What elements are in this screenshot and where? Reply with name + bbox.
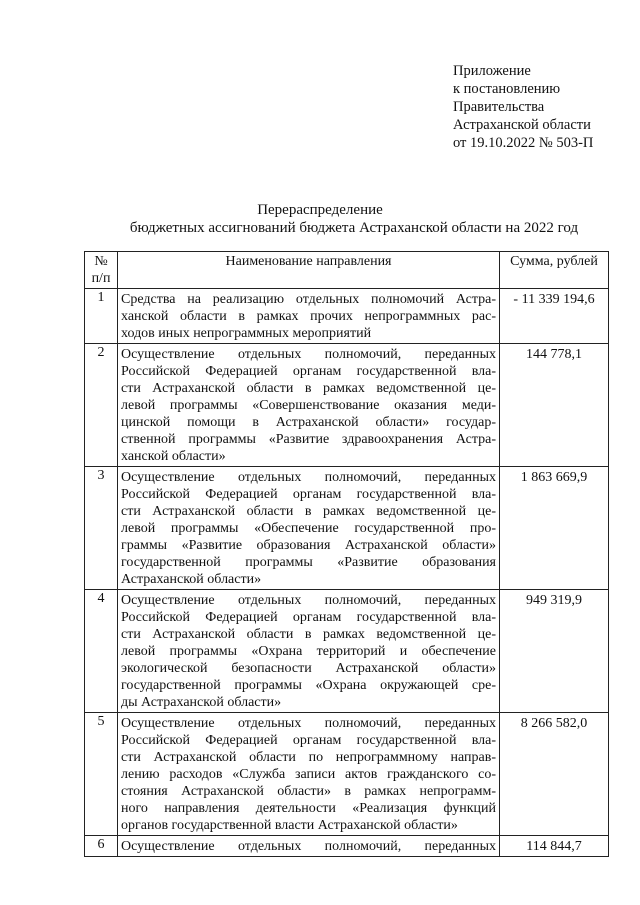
reallocation-table xyxy=(84,251,609,857)
direction-name-line: сти Астраханской области в рамках ведомственной це- xyxy=(121,627,496,642)
header-name: Наименование направления xyxy=(118,252,500,289)
direction-name-line: Средства на реализацию отдельных полномочий Астра- xyxy=(121,292,496,307)
direction-name-line: ходов иных непрограммных мероприятий xyxy=(121,326,372,341)
direction-name-line: лению расходов «Служба записи актов гражданского со- xyxy=(121,767,496,782)
direction-name-line: ханской области в рамках прочих непрограммных рас- xyxy=(121,309,496,324)
direction-name-line: Российской Федерацией органам государственной вла- xyxy=(121,733,496,748)
direction-name-line: цинской помощи в Астраханской области» государ- xyxy=(121,415,496,430)
direction-name-line: Астраханской области» xyxy=(121,572,262,587)
table-row xyxy=(85,836,609,857)
title-line-1: Перераспределение xyxy=(257,202,383,218)
direction-name-line: экологической безопасности Астраханской области» xyxy=(121,661,496,676)
row-sum: 8 266 582,0 xyxy=(500,713,609,836)
appendix-block xyxy=(453,62,633,152)
table-row xyxy=(85,289,609,344)
row-number: 2 xyxy=(85,344,118,467)
row-sum: - 11 339 194,6 xyxy=(500,289,609,344)
row-sum: 144 778,1 xyxy=(500,344,609,467)
direction-name-line: ханской области» xyxy=(121,449,226,464)
row-direction-name xyxy=(118,836,500,857)
table-row xyxy=(85,467,609,590)
appendix-line: к постановлению xyxy=(453,81,561,97)
appendix-line: Правительства xyxy=(453,99,545,115)
row-sum: 1 863 669,9 xyxy=(500,467,609,590)
direction-name-line: левой программы «Обеспечение государственной про- xyxy=(121,521,496,536)
row-number: 6 xyxy=(85,836,118,857)
row-direction-name xyxy=(118,289,500,344)
direction-name-line: стояния Астраханской области» в рамках непрограмм- xyxy=(121,784,496,799)
row-direction-name xyxy=(118,467,500,590)
document-title xyxy=(0,201,640,237)
appendix-line: Астраханской области xyxy=(453,117,591,133)
appendix-line: Приложение xyxy=(453,63,531,79)
title-line-2: бюджетных ассигнований бюджета Астраханской области на 2022 год xyxy=(129,220,579,236)
direction-name-line: Российской Федерацией органам государственной вла- xyxy=(121,610,496,625)
direction-name-line: ственной программы «Развитие здравоохранения Астра- xyxy=(121,432,496,447)
direction-name-line: ды Астраханской области» xyxy=(121,695,282,710)
row-number: 5 xyxy=(85,713,118,836)
direction-name-line: Осуществление отдельных полномочий, переданных xyxy=(121,716,496,731)
table-row xyxy=(85,590,609,713)
direction-name-line: левой программы «Совершенствование оказания меди- xyxy=(121,398,496,413)
row-number: 1 xyxy=(85,289,118,344)
direction-name-line: государственной программы «Охрана окружающей сре- xyxy=(121,678,496,693)
direction-name-line: Осуществление отдельных полномочий, переданных xyxy=(121,347,496,362)
direction-name-line: ного направления деятельности «Реализация функций xyxy=(121,801,496,816)
direction-name-line: Осуществление отдельных полномочий, переданных xyxy=(121,470,496,485)
direction-name-line: Осуществление отдельных полномочий, переданных xyxy=(121,839,496,854)
direction-name-line: сти Астраханской области по непрограммному направ- xyxy=(121,750,496,765)
header-sum: Сумма, рублей xyxy=(500,252,609,289)
direction-name-line: Российской Федерацией органам государственной вла- xyxy=(121,364,496,379)
direction-name-line: сти Астраханской области в рамках ведомственной це- xyxy=(121,381,496,396)
table-header-row xyxy=(85,252,609,289)
row-direction-name xyxy=(118,713,500,836)
header-num: № п/п xyxy=(85,252,118,289)
row-sum: 949 319,9 xyxy=(500,590,609,713)
row-direction-name xyxy=(118,590,500,713)
table-row xyxy=(85,713,609,836)
direction-name-line: граммы «Развитие образования Астраханской области» xyxy=(121,538,496,553)
direction-name-line: государственной программы «Развитие образования xyxy=(121,555,496,570)
direction-name-line: левой программы «Охрана территорий и обеспечение xyxy=(121,644,496,659)
row-number: 4 xyxy=(85,590,118,713)
direction-name-line: Осуществление отдельных полномочий, переданных xyxy=(121,593,496,608)
table-row xyxy=(85,344,609,467)
row-sum: 114 844,7 xyxy=(500,836,609,857)
row-direction-name xyxy=(118,344,500,467)
appendix-line: от 19.10.2022 № 503-П xyxy=(453,135,594,151)
direction-name-line: Российской Федерацией органам государственной вла- xyxy=(121,487,496,502)
direction-name-line: сти Астраханской области в рамках ведомственной це- xyxy=(121,504,496,519)
direction-name-line: органов государственной власти Астраханской области» xyxy=(121,818,458,833)
row-number: 3 xyxy=(85,467,118,590)
